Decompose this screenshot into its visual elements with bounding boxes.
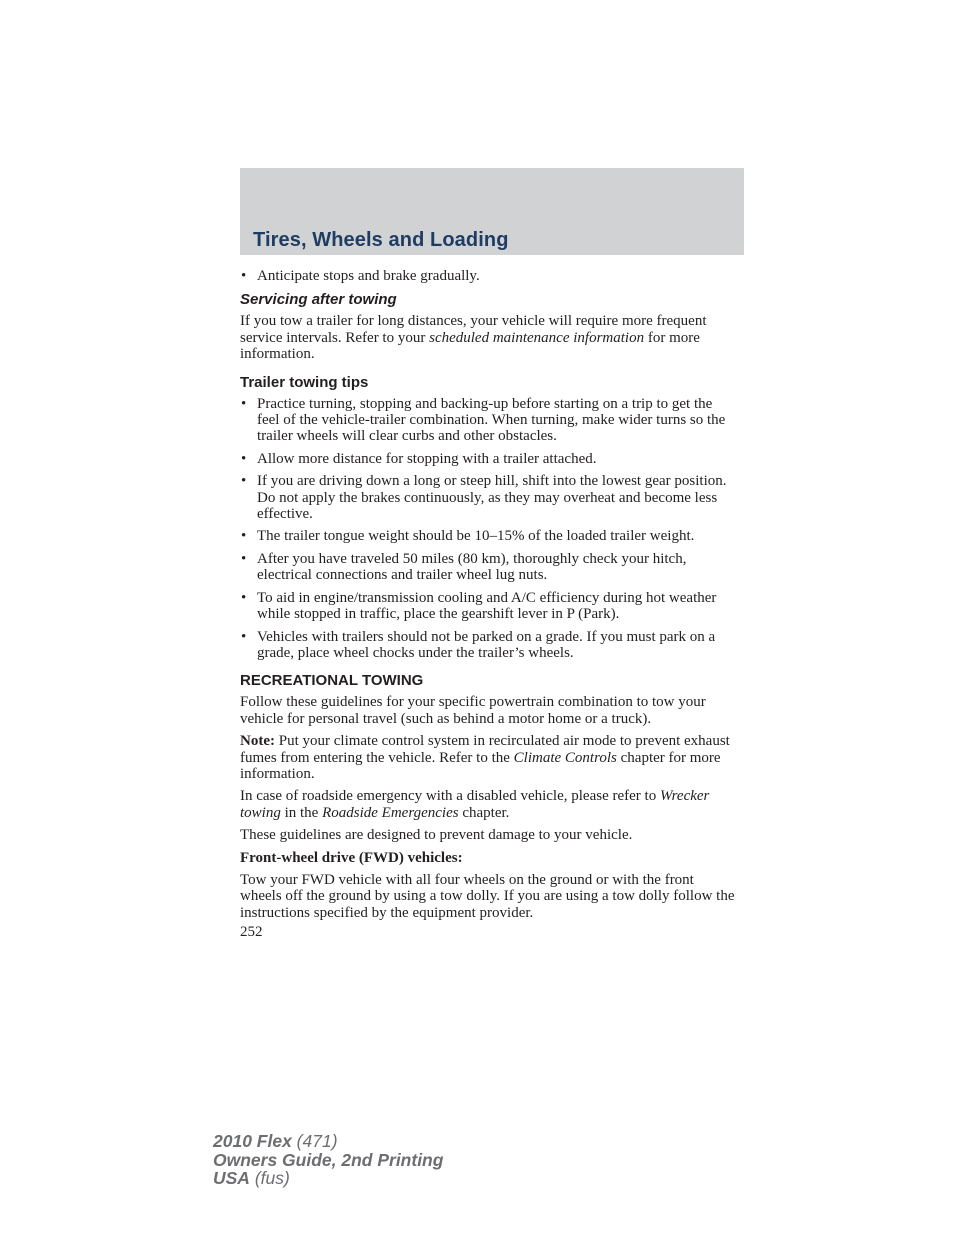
trailer-tip-item [240,629,738,662]
recreational-intro: Follow these guidelines for your specific powertrain combination to tow your vehicle for personal travel (such as behind a motor home or a truck). [240,694,706,727]
footer-edition: Owners Guide, 2nd Printing [213,1149,444,1170]
trailer-tip-text: To aid in engine/transmission cooling and A/C efficiency during hot weather while stopped in traffic, place the gearshift lever in P (Park). [257,589,717,623]
footer-line-3 [213,1169,443,1188]
bullet-dot: • [241,628,247,645]
trailer-tip-text: The trailer tongue weight should be 10–15% of the loaded trailer weight. [257,528,695,545]
note-text-end: chapter for more information. [240,749,721,782]
trailer-tip-text: Allow more distance for stopping with a trailer attached. [257,450,597,467]
fwd-paragraph: Tow your FWD vehicle with all four wheels on the ground or with the front wheels off the ground by using a tow dolly. If you are using a tow dolly follow the instructions specified by the equipment provider. [240,871,735,921]
footer-line-2 [213,1151,443,1170]
servicing-reference: scheduled maintenance information [429,329,645,346]
footer-market: USA [213,1168,250,1188]
emergency-text-mid: in the [280,804,323,821]
page-content [240,268,738,941]
document-footer [213,1132,443,1188]
note-paragraph [240,733,738,782]
trailer-tip-item [240,528,738,544]
bullet-dot: • [241,589,247,606]
bullet-dot: • [241,395,247,412]
servicing-text: If you tow a trailer for long distances, your vehicle will require more frequent service intervals. Refer to your [240,313,707,346]
servicing-heading: Servicing after towing [240,291,397,309]
servicing-paragraph [240,313,738,362]
note-label: Note: [240,733,275,750]
bullet-dot: • [241,473,247,490]
bullet-dot: • [241,550,247,567]
guidelines-paragraph: These guidelines are designed to prevent damage to your vehicle. [240,827,633,844]
bullet-dot: • [241,268,247,284]
note-text: Put your climate control system in recirculated air mode to prevent exhaust fumes from entering the vehicle. Refer to the [240,733,730,766]
trailer-tip-text: If you are driving down a long or steep hill, shift into the lowest gear position. Do not apply the brakes continuously, as they may overheat and become less effective. [257,473,727,523]
fwd-heading: Front-wheel drive (FWD) vehicles: [240,849,463,866]
footer-model-code: (471) [291,1131,338,1151]
trailer-tip-item [240,451,738,467]
page-number: 252 [240,924,263,941]
trailer-tips-heading: Trailer towing tips [240,373,369,391]
trailer-tip-item [240,473,738,522]
trailer-tip-text: After you have traveled 50 miles (80 km), thoroughly check your hitch, electrical connections and trailer wheel lug nuts. [257,550,687,584]
trailer-tip-item [240,590,738,623]
note-reference: Climate Controls [513,749,617,766]
chapter-header-band [240,168,744,255]
trailer-tip-text: Practice turning, stopping and backing-up before starting on a trip to get the feel of the vehicle-trailer combination. When turning, make wider turns so the trailer wheels will clear curbs and other obstacles. [257,395,726,445]
emergency-reference-2: Roadside Emergencies [322,804,459,821]
emergency-text-end: chapter. [458,804,510,821]
footer-model: 2010 Flex [213,1131,292,1151]
bullet-dot: • [241,528,247,545]
trailer-tip-item [240,551,738,584]
chapter-title: Tires, Wheels and Loading [253,229,509,251]
bullet-dot: • [241,450,247,467]
emergency-text: In case of roadside emergency with a disabled vehicle, please refer to [240,788,660,805]
trailer-tip-item [240,396,738,445]
emergency-paragraph [240,788,738,821]
footer-market-code: (fus) [249,1168,290,1188]
servicing-text-end: for more information. [240,329,700,363]
footer-line-1 [213,1132,443,1151]
bullet-text: Anticipate stops and brake gradually. [257,268,480,284]
trailer-tip-text: Vehicles with trailers should not be parked on a grade. If you must park on a grade, place wheel chocks under the trailer’s wheels. [257,628,716,661]
intro-bullet [240,268,738,284]
recreational-towing-heading: RECREATIONAL TOWING [240,672,424,690]
emergency-reference-1: Wrecker towing [240,788,710,821]
